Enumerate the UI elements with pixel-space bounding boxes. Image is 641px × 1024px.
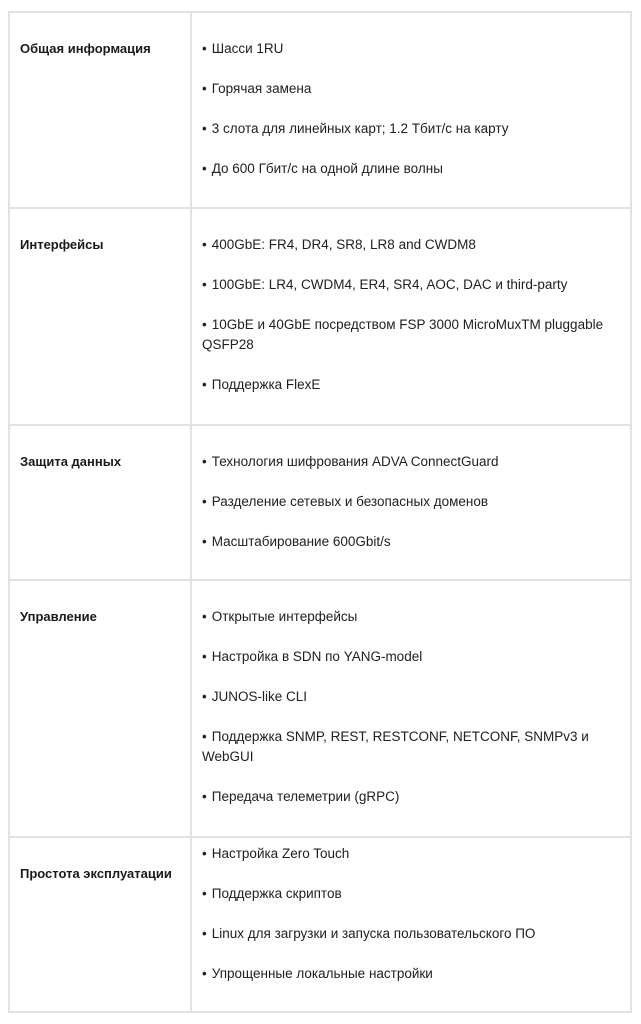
bullet: • [202, 534, 207, 549]
item-text: 10GbE и 40GbE посредством FSP 3000 MicroMuxTM pluggable QSFP28 [202, 317, 604, 352]
bullet: • [202, 494, 207, 509]
list-item [202, 375, 626, 395]
list-item [202, 687, 626, 707]
list-item [202, 607, 626, 627]
item-text: Масштабирование 600Gbit/s [211, 534, 391, 549]
spec-row-data-protection [10, 426, 630, 581]
list-item [202, 159, 626, 179]
list-item [202, 492, 626, 512]
list-item [202, 275, 626, 295]
bullet: • [202, 454, 207, 469]
bullet: • [202, 609, 207, 624]
item-text: Горячая замена [211, 81, 312, 96]
bullet: • [202, 161, 207, 176]
bullet: • [202, 926, 207, 941]
bullet: • [202, 277, 207, 292]
list-item [202, 787, 626, 807]
bullet: • [202, 41, 207, 56]
bullet: • [202, 81, 207, 96]
list-item [202, 235, 626, 255]
bullet: • [202, 886, 207, 901]
item-text: Поддержка FlexE [211, 377, 321, 392]
bullet: • [202, 377, 207, 392]
bullet: • [202, 789, 207, 804]
item-text: Настройка в SDN по YANG-model [211, 649, 423, 664]
spec-row-general [10, 13, 630, 209]
row-items [202, 844, 626, 984]
list-item [202, 119, 626, 139]
row-label: Управление [20, 609, 97, 624]
row-label: Интерфейсы [20, 237, 104, 252]
list-item [202, 924, 626, 944]
list-item [202, 39, 626, 59]
item-text: Упрощенные локальные настройки [211, 966, 433, 981]
item-text: 3 слота для линейных карт; 1.2 Тбит/с на карту [211, 121, 509, 136]
row-label: Простота эксплуатации [20, 866, 172, 881]
list-item [202, 844, 626, 864]
row-label: Защита данных [20, 454, 122, 469]
row-items [202, 39, 626, 179]
item-text: Разделение сетевых и безопасных доменов [211, 494, 489, 509]
list-item [202, 452, 626, 472]
list-item [202, 79, 626, 99]
spec-row-ease-of-operation [10, 838, 630, 1011]
bullet: • [202, 649, 207, 664]
row-items [202, 235, 626, 395]
spec-table [8, 11, 632, 1013]
bullet: • [202, 689, 207, 704]
item-text: Настройка Zero Touch [211, 846, 350, 861]
spec-row-interfaces [10, 209, 630, 426]
list-item [202, 647, 626, 667]
item-text: Поддержка скриптов [211, 886, 342, 901]
item-text: Поддержка SNMP, REST, RESTCONF, NETCONF, SNMPv3 и WebGUI [202, 729, 589, 764]
row-label: Общая информация [20, 41, 151, 56]
bullet: • [202, 237, 207, 252]
list-item [202, 315, 626, 355]
list-item [202, 964, 626, 984]
item-text: 100GbE: LR4, CWDM4, ER4, SR4, AOC, DAC и third-party [211, 277, 568, 292]
spec-row-management [10, 581, 630, 838]
item-text: Передача телеметрии (gRPC) [211, 789, 400, 804]
item-text: 400GbE: FR4, DR4, SR8, LR8 and CWDM8 [211, 237, 476, 252]
item-text: JUNOS-like CLI [211, 689, 307, 704]
row-items [202, 607, 626, 807]
item-text: Технология шифрования ADVA ConnectGuard [211, 454, 499, 469]
item-text: До 600 Гбит/с на одной длине волны [211, 161, 443, 176]
item-text: Шасси 1RU [211, 41, 284, 56]
bullet: • [202, 729, 207, 744]
bullet: • [202, 846, 207, 861]
bullet: • [202, 317, 207, 332]
bullet: • [202, 121, 207, 136]
item-text: Открытые интерфейсы [211, 609, 358, 624]
list-item [202, 884, 626, 904]
row-items [202, 452, 626, 552]
list-item [202, 532, 626, 552]
item-text: Linux для загрузки и запуска пользовательского ПО [211, 926, 536, 941]
list-item [202, 727, 626, 767]
bullet: • [202, 966, 207, 981]
